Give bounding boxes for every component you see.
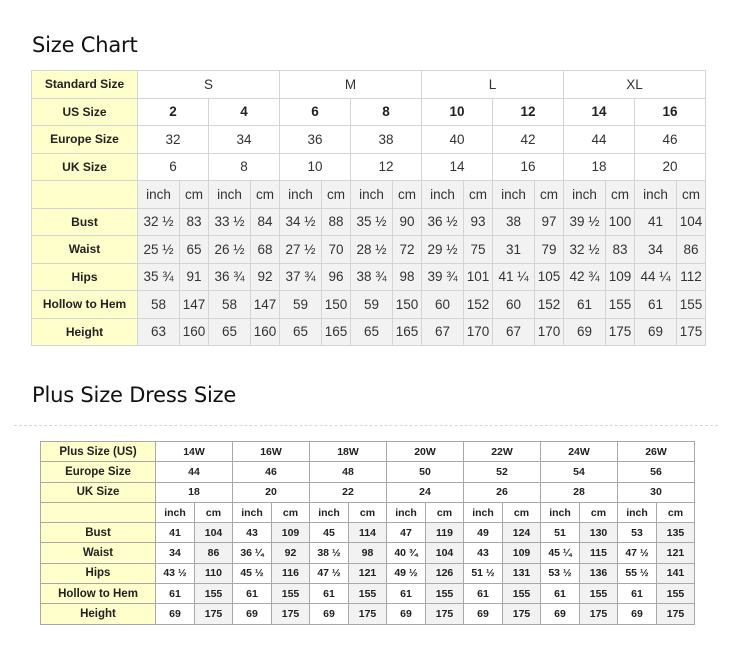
plus-us-size-cell: 18W [310, 442, 387, 462]
plus-uk-size-cell: 20 [233, 482, 310, 502]
measure-cell: 110 [195, 563, 233, 583]
unit-cell: cm [393, 181, 422, 209]
measure-cell: 126 [426, 563, 464, 583]
europe-size-row [32, 126, 706, 154]
unit-cell: cm [251, 181, 280, 209]
unit-cell: inch [233, 502, 272, 522]
measure-cell: 160 [251, 318, 280, 346]
measure-cell: 109 [272, 523, 310, 543]
unit-cell: inch [635, 181, 677, 209]
measure-cell: 33 ½ [209, 208, 251, 236]
measure-cell: 59 [280, 291, 322, 319]
plus-uk-size-cell: 22 [310, 482, 387, 502]
us-size-cell: 6 [280, 98, 351, 126]
measure-cell: 45 ¼ [541, 543, 580, 563]
measure-cell: 61 [310, 584, 349, 604]
plus-europe-size-cell: 50 [387, 462, 464, 482]
measure-cell: 43 ½ [156, 563, 195, 583]
measure-cell: 49 [464, 523, 503, 543]
size-chart-title: Size Chart [32, 33, 138, 57]
height-row [32, 318, 706, 346]
measure-cell: 175 [677, 318, 706, 346]
measure-cell: 152 [535, 291, 564, 319]
measure-cell: 100 [606, 208, 635, 236]
measure-cell: 65 [180, 236, 209, 264]
measure-cell: 43 [233, 523, 272, 543]
europe-size-cell: 42 [493, 126, 564, 154]
unit-cell: inch [280, 181, 322, 209]
unit-cell: cm [426, 502, 464, 522]
measure-cell: 121 [657, 543, 695, 563]
plus-us-size-cell: 24W [541, 442, 618, 462]
standard-size-cell: XL [564, 71, 706, 99]
measure-cell: 61 [541, 584, 580, 604]
bust-row [32, 208, 706, 236]
measure-cell: 130 [580, 523, 618, 543]
row-label: Bust [32, 208, 138, 236]
measure-cell: 96 [322, 263, 351, 291]
measure-cell: 59 [351, 291, 393, 319]
row-label: Waist [41, 543, 156, 563]
measure-cell: 160 [180, 318, 209, 346]
measure-cell: 88 [322, 208, 351, 236]
plus-europe-size-cell: 56 [618, 462, 695, 482]
measure-cell: 152 [464, 291, 493, 319]
plus-uk-size-cell: 18 [156, 482, 233, 502]
row-label: Europe Size [32, 126, 138, 154]
measure-cell: 104 [426, 543, 464, 563]
unit-cell: inch [464, 502, 503, 522]
measure-cell: 121 [349, 563, 387, 583]
measure-cell: 109 [503, 543, 541, 563]
waist-row [32, 236, 706, 264]
measure-cell: 69 [464, 604, 503, 624]
row-label: Plus Size (US) [41, 442, 156, 462]
us-size-cell: 8 [351, 98, 422, 126]
measure-cell: 109 [606, 263, 635, 291]
row-label: Hollow to Hem [41, 584, 156, 604]
measure-cell: 34 ½ [280, 208, 322, 236]
europe-size-cell: 38 [351, 126, 422, 154]
us-size-cell: 10 [422, 98, 493, 126]
measure-cell: 175 [349, 604, 387, 624]
measure-cell: 119 [426, 523, 464, 543]
unit-cell: cm [606, 181, 635, 209]
measure-cell: 155 [503, 584, 541, 604]
plus-hips-row [41, 563, 695, 583]
row-label: Waist [32, 236, 138, 264]
measure-cell: 38 ¾ [351, 263, 393, 291]
measure-cell: 84 [251, 208, 280, 236]
row-label: Standard Size [32, 71, 138, 99]
plus-europe-size-cell: 46 [233, 462, 310, 482]
measure-cell: 35 ½ [351, 208, 393, 236]
measure-cell: 69 [564, 318, 606, 346]
plus-uk-size-cell: 30 [618, 482, 695, 502]
standard-size-cell: L [422, 71, 564, 99]
section-divider [14, 425, 718, 426]
measure-cell: 124 [503, 523, 541, 543]
unit-cell: cm [322, 181, 351, 209]
measure-cell: 31 [493, 236, 535, 264]
plus-europe-size-cell: 52 [464, 462, 541, 482]
measure-cell: 175 [580, 604, 618, 624]
measure-cell: 32 ½ [564, 236, 606, 264]
measure-cell: 39 ½ [564, 208, 606, 236]
uk-size-cell: 6 [138, 153, 209, 181]
plus-waist-row [41, 543, 695, 563]
measure-cell: 67 [422, 318, 464, 346]
measure-cell: 67 [493, 318, 535, 346]
measure-cell: 27 ½ [280, 236, 322, 264]
measure-cell: 39 ¾ [422, 263, 464, 291]
europe-size-cell: 34 [209, 126, 280, 154]
us-size-cell: 12 [493, 98, 564, 126]
us-size-cell: 2 [138, 98, 209, 126]
uk-size-row [32, 153, 706, 181]
plus-us-size-cell: 20W [387, 442, 464, 462]
measure-cell: 93 [464, 208, 493, 236]
measure-cell: 44 ¼ [635, 263, 677, 291]
unit-cell: cm [180, 181, 209, 209]
measure-cell: 90 [393, 208, 422, 236]
hollow-to-hem-row [32, 291, 706, 319]
uk-size-cell: 10 [280, 153, 351, 181]
row-label [32, 181, 138, 209]
row-label: UK Size [32, 153, 138, 181]
row-label: Hips [41, 563, 156, 583]
uk-size-cell: 14 [422, 153, 493, 181]
us-size-cell: 16 [635, 98, 706, 126]
measure-cell: 101 [464, 263, 493, 291]
plus-europe-size-row [41, 462, 695, 482]
measure-cell: 49 ½ [387, 563, 426, 583]
measure-cell: 136 [580, 563, 618, 583]
measure-cell: 38 ½ [310, 543, 349, 563]
measure-cell: 165 [393, 318, 422, 346]
measure-cell: 105 [535, 263, 564, 291]
row-label: UK Size [41, 482, 156, 502]
measure-cell: 37 ¾ [280, 263, 322, 291]
measure-cell: 29 ½ [422, 236, 464, 264]
unit-cell: cm [535, 181, 564, 209]
measure-cell: 61 [618, 584, 657, 604]
uk-size-cell: 8 [209, 153, 280, 181]
unit-cell: inch [156, 502, 195, 522]
measure-cell: 65 [209, 318, 251, 346]
row-label: US Size [32, 98, 138, 126]
measure-cell: 58 [209, 291, 251, 319]
unit-cell: cm [464, 181, 493, 209]
measure-cell: 70 [322, 236, 351, 264]
measure-cell: 170 [464, 318, 493, 346]
us-size-cell: 14 [564, 98, 635, 126]
measure-cell: 40 ¾ [387, 543, 426, 563]
measure-cell: 175 [195, 604, 233, 624]
measure-cell: 69 [387, 604, 426, 624]
unit-cell: cm [580, 502, 618, 522]
row-label: Europe Size [41, 462, 156, 482]
measure-cell: 114 [349, 523, 387, 543]
measure-cell: 43 [464, 543, 503, 563]
measure-cell: 112 [677, 263, 706, 291]
measure-cell: 35 ¾ [138, 263, 180, 291]
measure-cell: 115 [580, 543, 618, 563]
measure-cell: 147 [251, 291, 280, 319]
plus-units-row [41, 502, 695, 522]
measure-cell: 69 [618, 604, 657, 624]
measure-cell: 47 [387, 523, 426, 543]
measure-cell: 150 [393, 291, 422, 319]
measure-cell: 60 [422, 291, 464, 319]
measure-cell: 36 ¼ [233, 543, 272, 563]
unit-cell: cm [503, 502, 541, 522]
unit-cell: inch [493, 181, 535, 209]
measure-cell: 45 ½ [233, 563, 272, 583]
hips-row [32, 263, 706, 291]
unit-cell: cm [349, 502, 387, 522]
uk-size-cell: 20 [635, 153, 706, 181]
measure-cell: 41 ¼ [493, 263, 535, 291]
uk-size-cell: 18 [564, 153, 635, 181]
measure-cell: 175 [426, 604, 464, 624]
measure-cell: 55 ½ [618, 563, 657, 583]
plus-us-size-row [41, 442, 695, 462]
measure-cell: 155 [657, 584, 695, 604]
row-label: Bust [41, 523, 156, 543]
measure-cell: 91 [180, 263, 209, 291]
row-label: Hips [32, 263, 138, 291]
measure-cell: 53 ½ [541, 563, 580, 583]
measure-cell: 116 [272, 563, 310, 583]
measure-cell: 83 [180, 208, 209, 236]
plus-europe-size-cell: 48 [310, 462, 387, 482]
measure-cell: 104 [195, 523, 233, 543]
plus-us-size-cell: 14W [156, 442, 233, 462]
standard-size-row [32, 71, 706, 99]
measure-cell: 175 [606, 318, 635, 346]
plus-hollow-to-hem-row [41, 584, 695, 604]
standard-size-cell: S [138, 71, 280, 99]
measure-cell: 92 [272, 543, 310, 563]
row-label: Height [32, 318, 138, 346]
measure-cell: 69 [233, 604, 272, 624]
measure-cell: 61 [387, 584, 426, 604]
measure-cell: 97 [535, 208, 564, 236]
measure-cell: 61 [564, 291, 606, 319]
measure-cell: 92 [251, 263, 280, 291]
measure-cell: 155 [349, 584, 387, 604]
europe-size-cell: 44 [564, 126, 635, 154]
measure-cell: 42 ¾ [564, 263, 606, 291]
measure-cell: 36 ½ [422, 208, 464, 236]
measure-cell: 98 [349, 543, 387, 563]
measure-cell: 175 [272, 604, 310, 624]
measure-cell: 175 [657, 604, 695, 624]
unit-cell: inch [618, 502, 657, 522]
measure-cell: 26 ½ [209, 236, 251, 264]
measure-cell: 61 [635, 291, 677, 319]
us-size-row [32, 98, 706, 126]
plus-size-title: Plus Size Dress Size [32, 383, 237, 407]
plus-height-row [41, 604, 695, 624]
measure-cell: 61 [233, 584, 272, 604]
measure-cell: 86 [195, 543, 233, 563]
measure-cell: 86 [677, 236, 706, 264]
plus-europe-size-cell: 44 [156, 462, 233, 482]
measure-cell: 51 [541, 523, 580, 543]
row-label: Hollow to Hem [32, 291, 138, 319]
plus-europe-size-cell: 54 [541, 462, 618, 482]
unit-cell: cm [657, 502, 695, 522]
size-chart-table [31, 70, 706, 346]
measure-cell: 155 [606, 291, 635, 319]
measure-cell: 147 [180, 291, 209, 319]
measure-cell: 61 [156, 584, 195, 604]
measure-cell: 170 [535, 318, 564, 346]
uk-size-cell: 12 [351, 153, 422, 181]
plus-us-size-cell: 26W [618, 442, 695, 462]
measure-cell: 155 [195, 584, 233, 604]
measure-cell: 68 [251, 236, 280, 264]
plus-us-size-cell: 16W [233, 442, 310, 462]
europe-size-cell: 46 [635, 126, 706, 154]
measure-cell: 58 [138, 291, 180, 319]
unit-cell: cm [677, 181, 706, 209]
plus-size-table [40, 441, 695, 625]
measure-cell: 83 [606, 236, 635, 264]
measure-cell: 72 [393, 236, 422, 264]
unit-cell: inch [351, 181, 393, 209]
row-label: Height [41, 604, 156, 624]
unit-cell: cm [195, 502, 233, 522]
europe-size-cell: 32 [138, 126, 209, 154]
measure-cell: 104 [677, 208, 706, 236]
measure-cell: 60 [493, 291, 535, 319]
unit-cell: inch [564, 181, 606, 209]
measure-cell: 61 [464, 584, 503, 604]
measure-cell: 79 [535, 236, 564, 264]
measure-cell: 65 [280, 318, 322, 346]
measure-cell: 175 [503, 604, 541, 624]
measure-cell: 45 [310, 523, 349, 543]
measure-cell: 155 [677, 291, 706, 319]
measure-cell: 28 ½ [351, 236, 393, 264]
measure-cell: 38 [493, 208, 535, 236]
measure-cell: 25 ½ [138, 236, 180, 264]
measure-cell: 75 [464, 236, 493, 264]
europe-size-cell: 40 [422, 126, 493, 154]
plus-us-size-cell: 22W [464, 442, 541, 462]
measure-cell: 155 [426, 584, 464, 604]
measure-cell: 69 [310, 604, 349, 624]
measure-cell: 155 [272, 584, 310, 604]
unit-cell: inch [387, 502, 426, 522]
measure-cell: 131 [503, 563, 541, 583]
unit-cell: inch [310, 502, 349, 522]
measure-cell: 98 [393, 263, 422, 291]
measure-cell: 47 ½ [618, 543, 657, 563]
measure-cell: 63 [138, 318, 180, 346]
us-size-cell: 4 [209, 98, 280, 126]
measure-cell: 53 [618, 523, 657, 543]
uk-size-cell: 16 [493, 153, 564, 181]
unit-cell: inch [422, 181, 464, 209]
measure-cell: 51 ½ [464, 563, 503, 583]
measure-cell: 34 [635, 236, 677, 264]
units-row [32, 181, 706, 209]
measure-cell: 141 [657, 563, 695, 583]
measure-cell: 47 ½ [310, 563, 349, 583]
measure-cell: 69 [635, 318, 677, 346]
measure-cell: 155 [580, 584, 618, 604]
measure-cell: 34 [156, 543, 195, 563]
measure-cell: 150 [322, 291, 351, 319]
plus-uk-size-row [41, 482, 695, 502]
measure-cell: 36 ¾ [209, 263, 251, 291]
measure-cell: 32 ½ [138, 208, 180, 236]
unit-cell: cm [272, 502, 310, 522]
measure-cell: 65 [351, 318, 393, 346]
plus-bust-row [41, 523, 695, 543]
measure-cell: 165 [322, 318, 351, 346]
measure-cell: 135 [657, 523, 695, 543]
europe-size-cell: 36 [280, 126, 351, 154]
plus-uk-size-cell: 24 [387, 482, 464, 502]
measure-cell: 41 [156, 523, 195, 543]
plus-uk-size-cell: 26 [464, 482, 541, 502]
unit-cell: inch [541, 502, 580, 522]
measure-cell: 41 [635, 208, 677, 236]
measure-cell: 69 [156, 604, 195, 624]
standard-size-cell: M [280, 71, 422, 99]
unit-cell: inch [209, 181, 251, 209]
row-label [41, 502, 156, 522]
measure-cell: 69 [541, 604, 580, 624]
plus-uk-size-cell: 28 [541, 482, 618, 502]
unit-cell: inch [138, 181, 180, 209]
